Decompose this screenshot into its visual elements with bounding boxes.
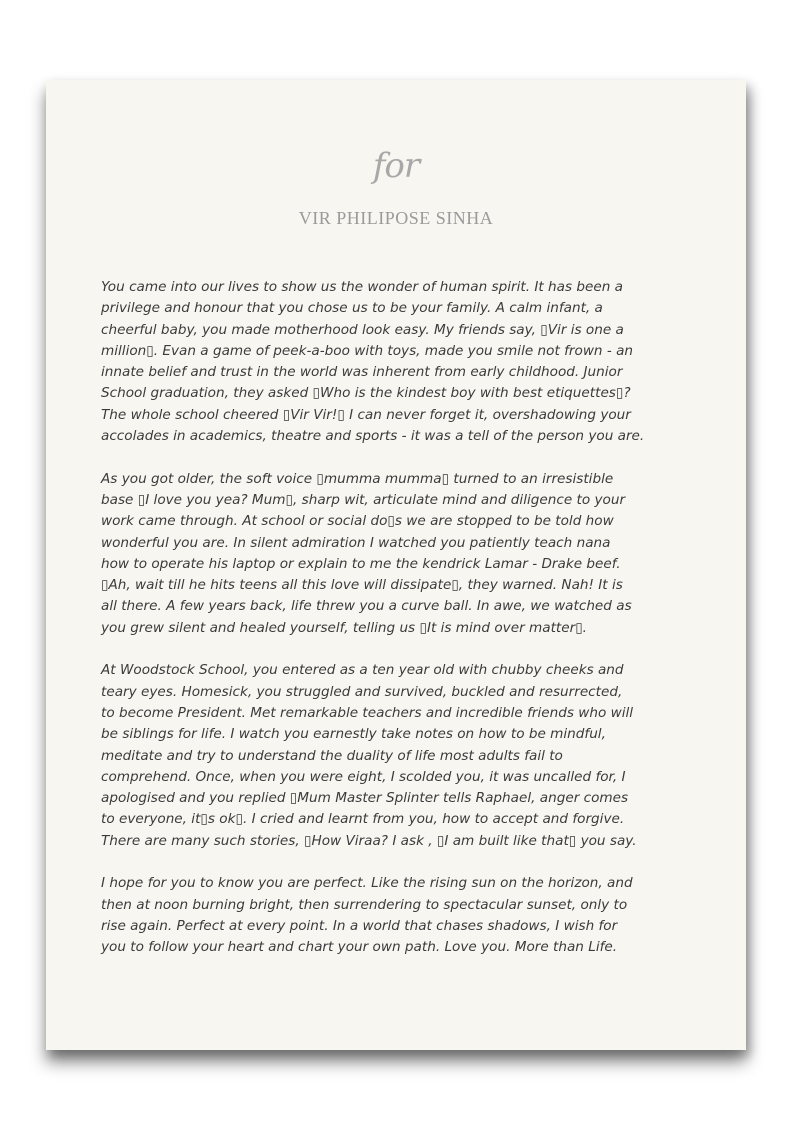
letter-line: to everyone, it▯s ok▯. I cried and learnt from you, how to accept and forgive.: [101, 811, 625, 828]
letter-line: million▯. Evan a game of peek-a-boo with toys, made you smile not frown - an: [101, 342, 634, 359]
letter-line: accolades in academics, theatre and sports - it was a tell of the person you are.: [101, 428, 645, 445]
letter-line: how to operate his laptop or explain to me the kendrick Lamar - Drake beef.: [101, 555, 621, 572]
letter-line: I hope for you to know you are perfect. Like the rising sun on the horizon, and: [101, 875, 633, 892]
dedication-for: for: [372, 146, 420, 186]
letter-paragraph: [101, 660, 731, 852]
letter-paragraph: [101, 277, 731, 447]
letter-line: You came into our lives to show us the wonder of human spirit. It has been a: [101, 279, 624, 295]
letter-paragraph: [101, 469, 731, 639]
letter-line: work came through. At school or social do▯s we are stopped to be told how: [101, 513, 614, 530]
letter-line: At Woodstock School, you entered as a ten year old with chubby cheeks and: [101, 662, 624, 679]
letter-line: all there. A few years back, life threw you a curve ball. In awe, we watched as: [101, 598, 632, 615]
letter-line: then at noon burning bright, then surrendering to spectacular sunset, only to: [101, 896, 628, 913]
letter-line: privilege and honour that you chose us to be your family. A calm infant, a: [101, 300, 603, 317]
letter-line: rise again. Perfect at every point. In a world that chases shadows, I wish for: [101, 917, 618, 934]
letter-line: to become President. Met remarkable teachers and incredible friends who will: [101, 704, 634, 721]
letter-line: teary eyes. Homesick, you struggled and survived, buckled and resurrected,: [101, 683, 623, 700]
letter-line: you grew silent and healed yourself, telling us ▯It is mind over matter▯.: [101, 619, 587, 636]
letter-line: ▯Ah, wait till he hits teens all this love will dissipate▯, they warned. Nah! It is: [101, 577, 623, 594]
letter-line: As you got older, the soft voice ▯mumma mumma▯ turned to an irresistible: [101, 470, 614, 487]
letter-paragraph: [101, 873, 731, 958]
letter-line: base ▯I love you yea? Mum▯, sharp wit, articulate mind and diligence to your: [101, 491, 626, 508]
letter-line: apologised and you replied ▯Mum Master Splinter tells Raphael, anger comes: [101, 790, 629, 807]
letter-line: wonderful you are. In silent admiration I watched you patiently teach nana: [101, 534, 611, 551]
letter-line: you to follow your heart and chart your own path. Love you. More than Life.: [101, 939, 618, 956]
letter-line: comprehend. Once, when you were eight, I scolded you, it was uncalled for, I: [101, 768, 626, 785]
letter-page: [46, 80, 746, 1050]
letter-line: The whole school cheered ▯Vir Vir!▯ I can never forget it, overshadowing your: [101, 406, 631, 423]
letter-line: be siblings for life. I watch you earnestly take notes on how to be mindful,: [101, 726, 606, 743]
letter-line: School graduation, they asked ▯Who is the kindest boy with best etiquettes▯?: [101, 385, 631, 402]
letter-body: [101, 277, 731, 980]
letter-line: innate belief and trust in the world was inherent from early childhood. Junior: [101, 364, 623, 381]
letter-line: cheerful baby, you made motherhood look easy. My friends say, ▯Vir is one a: [101, 321, 624, 338]
dedication-name: VIR PHILIPOSE SINHA: [298, 208, 494, 228]
letter-line: There are many such stories, ▯How Viraa? I ask , ▯I am built like that▯ you say.: [101, 832, 637, 849]
letter-line: meditate and try to understand the duality of life most adults fail to: [101, 747, 563, 764]
